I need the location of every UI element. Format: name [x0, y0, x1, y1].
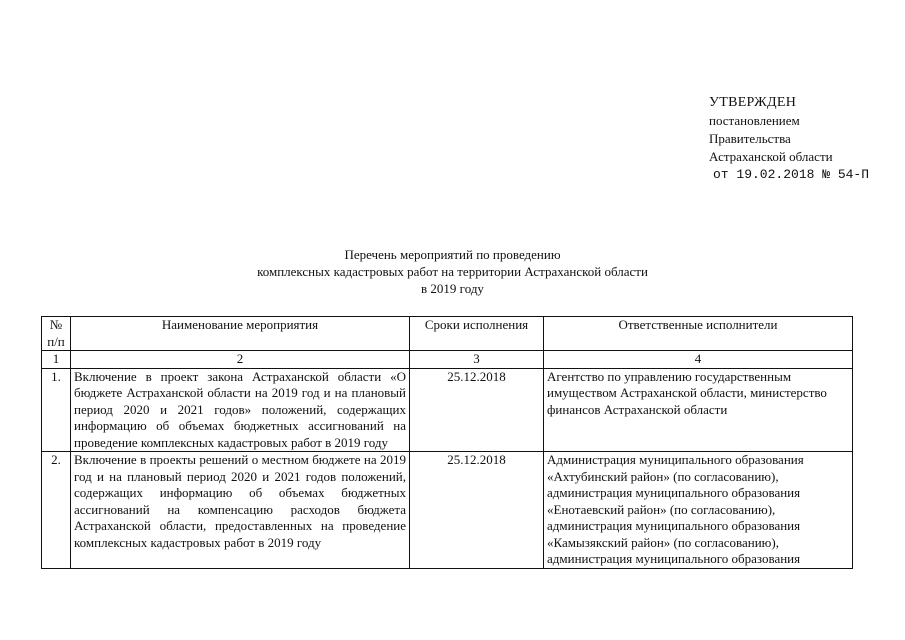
- approval-block: [709, 94, 869, 184]
- row-number: 2.: [42, 452, 71, 569]
- approval-line-1: постановлением: [709, 113, 800, 128]
- row-executors: Агентство по управлению государственным имуществом Астраханской области, министерство финансов Астраханской области: [544, 368, 853, 452]
- document-title-line-3: в 2019 году: [421, 281, 484, 296]
- approval-line-3: Астраханской области: [709, 149, 833, 164]
- row-deadline: 25.12.2018: [410, 452, 544, 569]
- column-number: 1: [42, 351, 71, 369]
- header-number: № п/п: [42, 317, 71, 351]
- measures-table: [41, 316, 853, 569]
- header-executors: Ответственные исполнители: [544, 317, 853, 351]
- row-number: 1.: [42, 368, 71, 452]
- header-deadline: Сроки исполнения: [410, 317, 544, 351]
- document-title-line-2: комплексных кадастровых работ на территории Астраханской области: [257, 264, 648, 279]
- header-name: Наименование мероприятия: [71, 317, 410, 351]
- row-executors: Администрация муниципального образования «Ахтубинский район» (по согласованию), администрация муниципального образования «Енотаевский район» (по согласованию), администрация муниципального образования «Камызякский район» (по согласованию), администрация муниципального образования: [544, 452, 853, 569]
- approval-date: от 19.02.2018 № 54-П: [713, 167, 870, 182]
- row-deadline: 25.12.2018: [410, 368, 544, 452]
- column-number: 4: [544, 351, 853, 369]
- document-title: [0, 246, 905, 297]
- row-measure: Включение в проекты решений о местном бюджете на 2019 год и на плановый период 2020 и 2021 годов положений, содержащих информацию об объемах бюджетных ассигнований на компенсацию расходов бюджета Астраханской области, предоставленных на проведение комплексных кадастровых работ в 2019 году: [71, 452, 410, 569]
- table-row: [42, 368, 853, 452]
- column-numbers-row: [42, 351, 853, 369]
- document-title-line-1: Перечень мероприятий по проведению: [344, 247, 561, 262]
- column-number: 2: [71, 351, 410, 369]
- column-number: 3: [410, 351, 544, 369]
- approval-line-2: Правительства: [709, 131, 791, 146]
- row-measure: Включение в проект закона Астраханской области «О бюджете Астраханской области на 2019 год и на плановый период 2020 и 2021 годов» положений, содержащих информацию об объемах бюджетных ассигнований на проведение комплексных кадастровых работ в 2019 году: [71, 368, 410, 452]
- table-row: [42, 452, 853, 569]
- table-header-row: [42, 317, 853, 351]
- approval-title: УТВЕРЖДЕН: [709, 95, 797, 110]
